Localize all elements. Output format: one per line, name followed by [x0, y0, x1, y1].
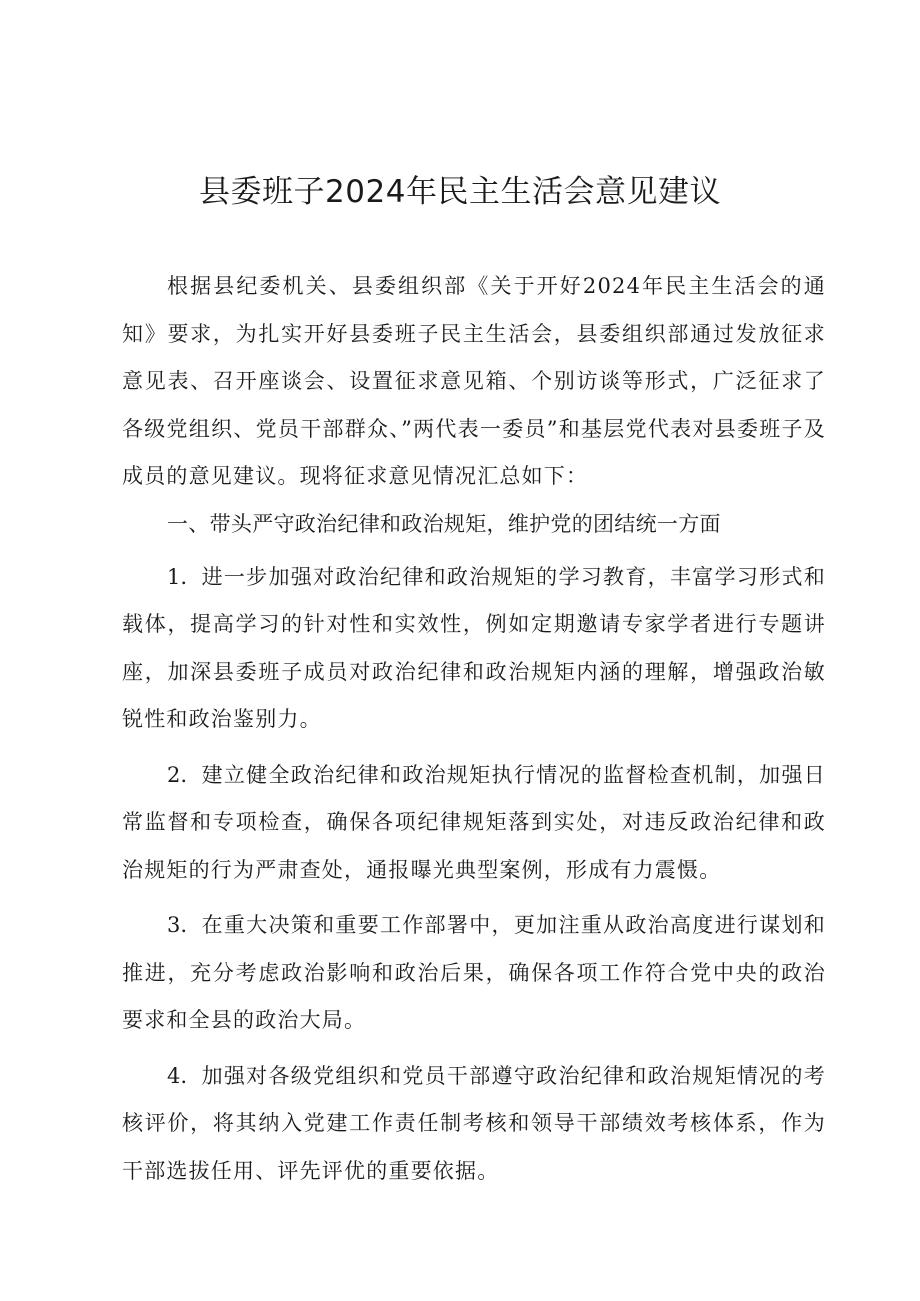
intro-paragraph: 根据县纪委机关、县委组织部《关于开好2024年民主生活会的通知》要求，为扎实开好县委班子民主生活会，县委组织部通过发放征求意见表、召开座谈会、设置征求意见箱、个别访谈等形式，广泛征求了各级党组织、党员干部群众、”两代表一委员”和基层党代表对县委班子及成员的意见建议。现将征求意见情况汇总如下： — [122, 274, 826, 488]
item-text: 建立健全政治纪律和政治规矩执行情况的监督检查机制，加强日常监督和专项检查，确保各项纪律规矩落到实处，对违反政治纪律和政治规矩的行为严肃查处，通报曝光典型案例，形成有力震慑。 — [122, 762, 826, 882]
item-text: 加强对各级党组织和党员干部遵守政治纪律和政治规矩情况的考核评价，将其纳入党建工作责任制考核和领导干部绩效考核体系，作为干部选拔任用、评先评优的重要依据。 — [122, 1063, 826, 1183]
list-item — [122, 752, 826, 895]
item-number: 4． — [167, 1063, 202, 1088]
section-heading: 一、带头严守政治纪律和政治规矩，维护党的团结统一方面 — [167, 511, 721, 536]
item-text: 在重大决策和重要工作部署中，更加注重从政治高度进行谋划和推进，充分考虑政治影响和政治后果，确保各项工作符合党中央的政治要求和全县的政治大局。 — [122, 913, 826, 1032]
list-item — [122, 902, 826, 1045]
list-item — [122, 1053, 826, 1196]
item-number: 1． — [167, 564, 202, 589]
list-item — [122, 554, 826, 744]
section — [122, 501, 826, 1196]
item-number: 2． — [167, 762, 202, 787]
document-body — [122, 263, 826, 1203]
item-number: 3． — [167, 913, 202, 937]
document-title: 县委班子2024年民主生活会意见建议 — [199, 174, 721, 210]
item-text: 进一步加强对政治纪律和政治规矩的学习教育，丰富学习形式和载体，提高学习的针对性和实效性，例如定期邀请专家学者进行专题讲座，加深县委班子成员对政治纪律和政治规矩内涵的理解，增强政治敏锐性和政治鉴别力。 — [122, 564, 826, 731]
